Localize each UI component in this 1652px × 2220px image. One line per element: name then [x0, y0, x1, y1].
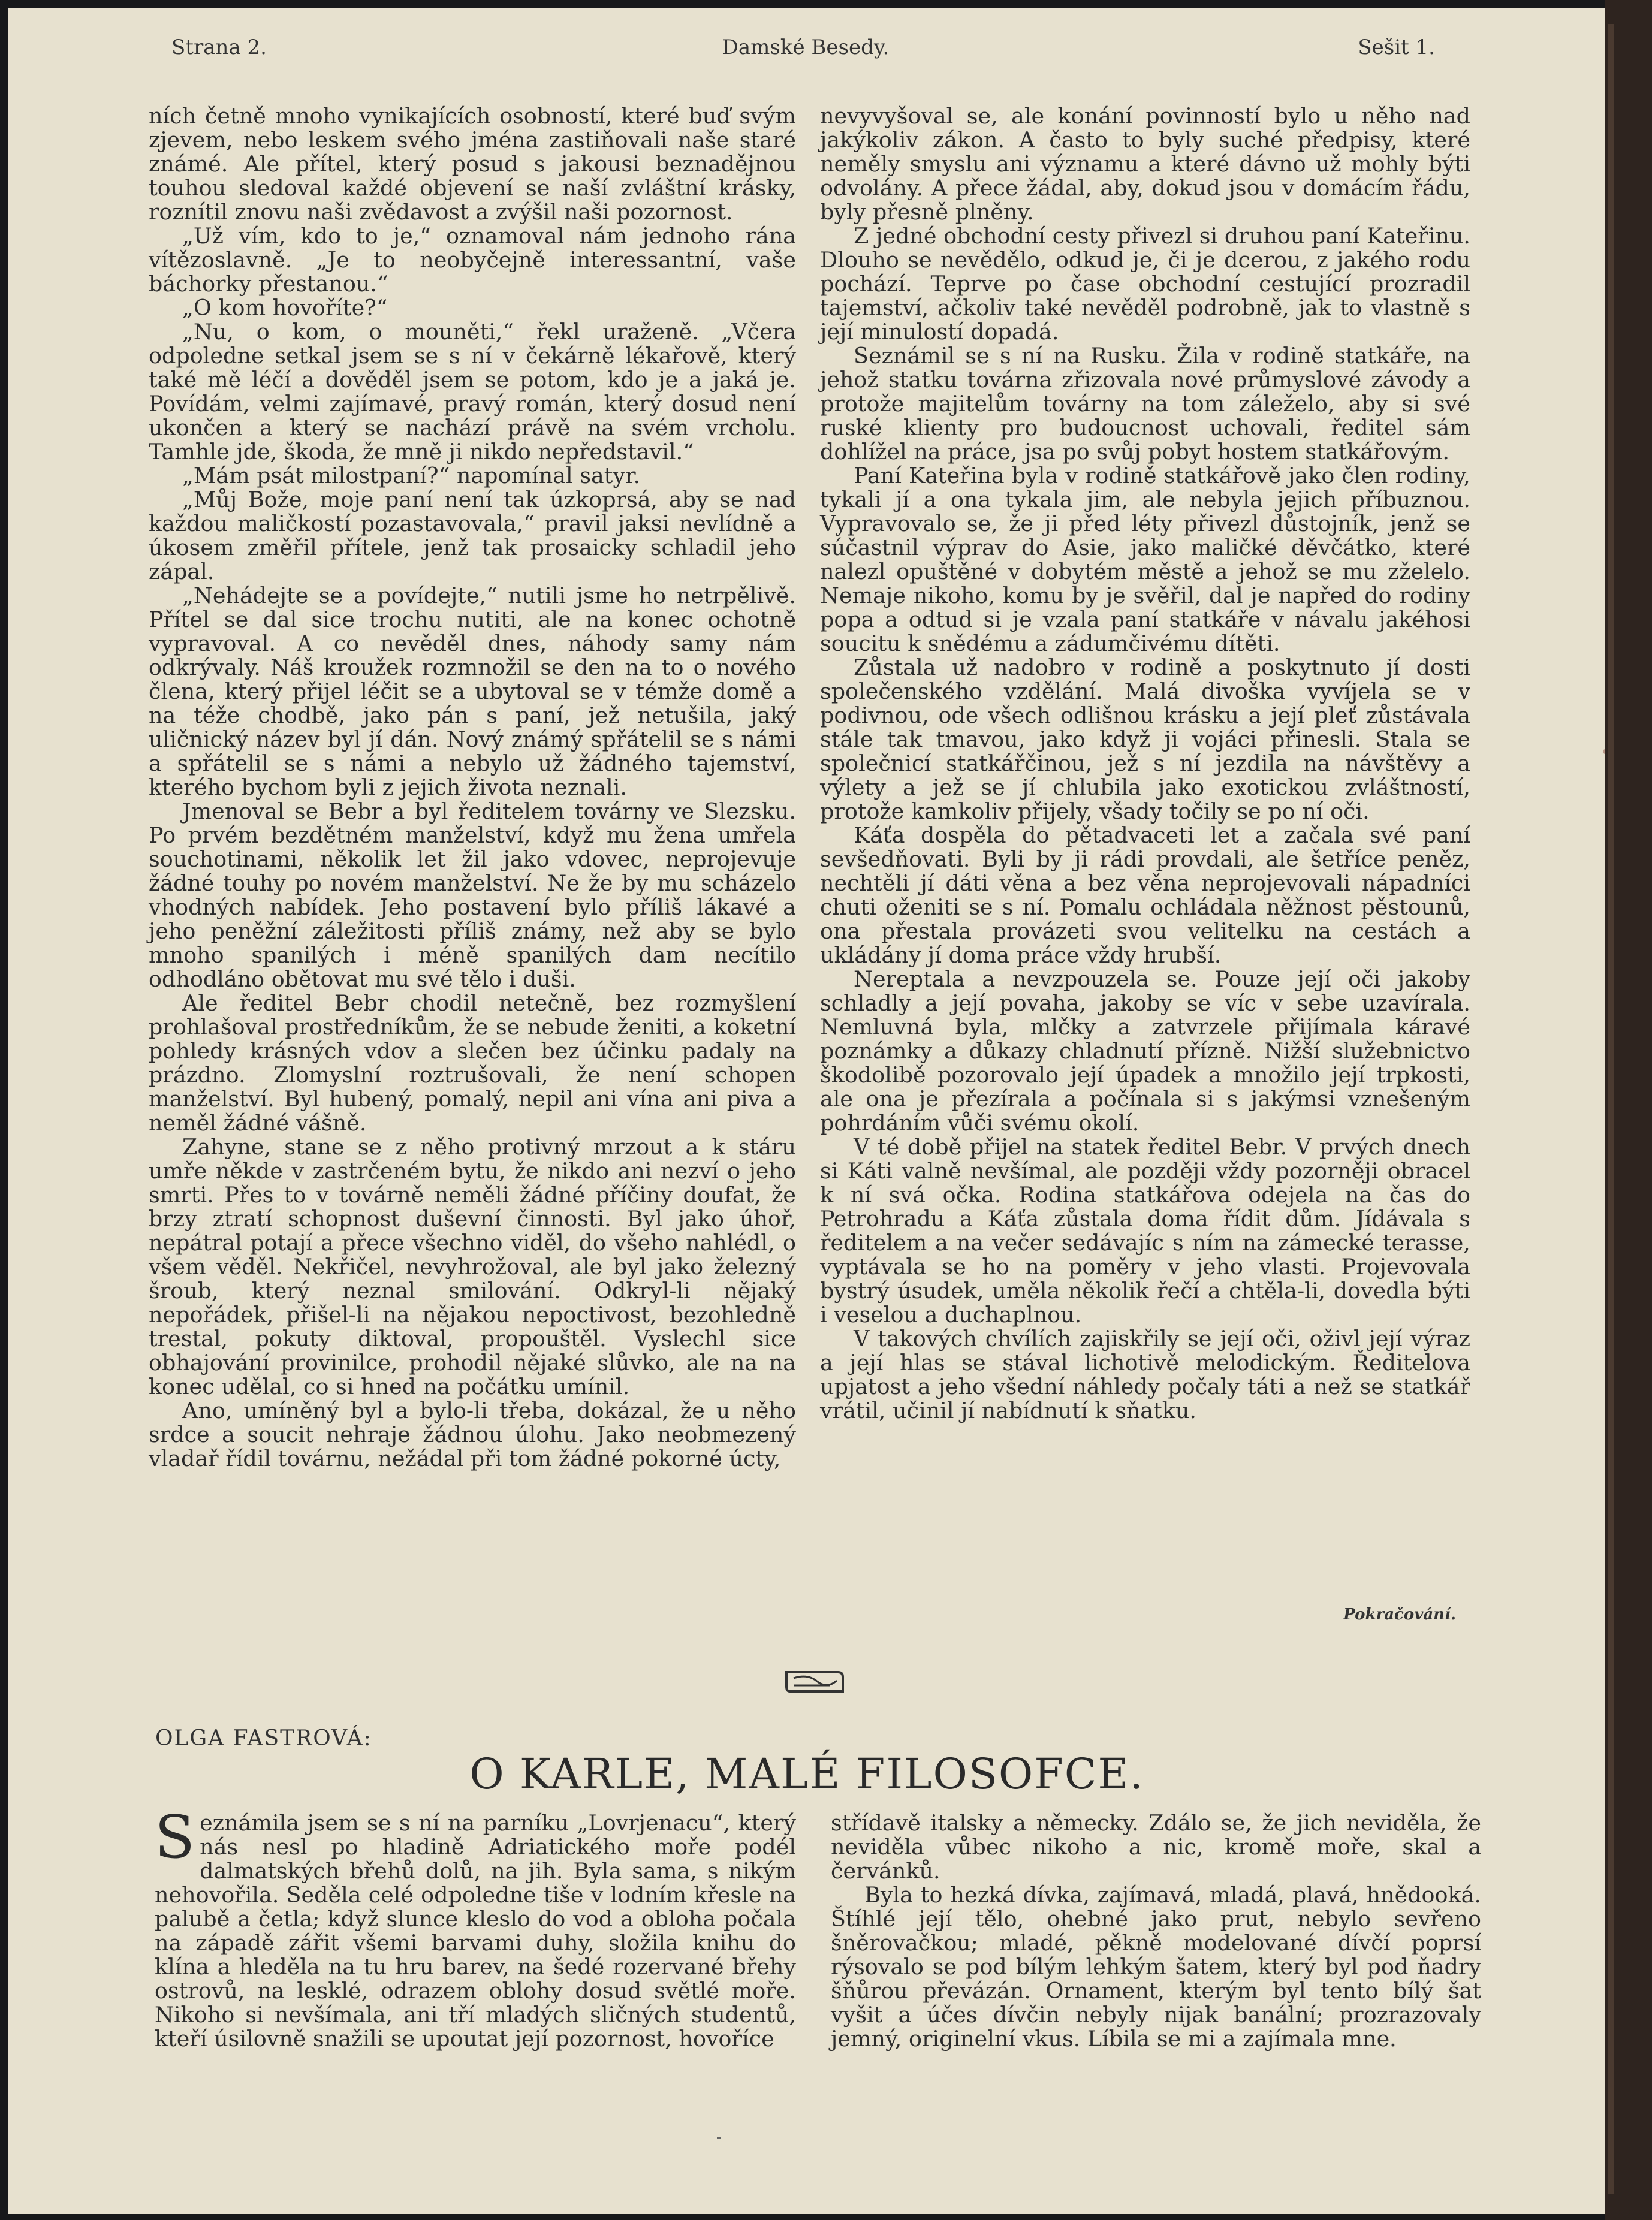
- paragraph: „Můj Bože, moje paní není tak úzkoprsá, aby se nad každou maličkostí pozastavovala,“ pravil jaksi nevlídně a úkosem změřil přítele, jenž tak prosaicky schladil jeho zápal.: [149, 487, 796, 584]
- ornament-vignette-icon: [782, 1667, 848, 1696]
- paragraph: Ale ředitel Bebr chodil netečně, bez rozmyšlení prohlašoval prostředníkům, že se nebude ženiti, a koketní pohledy krásných vdov a slečen bez účinku padaly na prázdno. Zlomyslní roztrušovali, že není schopen manželství. Byl hubený, pomalý, nepil ani vína ani piva a neměl žádné vášně.: [149, 990, 796, 1136]
- book-spine-edge: [1605, 0, 1652, 2220]
- paragraph: „O kom hovoříte?“: [182, 295, 388, 321]
- magazine-page: [8, 8, 1605, 2214]
- paragraph: Zůstala už nadobro v rodině a poskytnuto jí dosti společenského vzdělání. Malá divoška vyvíjela se v podivnou, ode všech odlišnou krásku a její pleť zůstávala stále tak tmavou, jako když ji vojáci přinesli. Stala se společnicí statkářčinou, jež s ní jezdila na návštěvy a výlety a jež se jí chlubila jako exotickou zvláštností, protože kamkoliv přijely, všady točily se po ní oči.: [820, 654, 1470, 824]
- page-number: Strana 2.: [171, 35, 267, 59]
- issue-number: Sešit 1.: [1358, 35, 1435, 59]
- paragraph: Káťa dospěla do pětadvaceti let a začala své paní sevšedňovati. Byli by ji rádi provdali, ale šetříce peněz, nechtěli jí dáti věna a bez věna neprojevovali nápadníci chuti oženiti se s ní. Pomalu ochládala něžnost pěstounů, ona přestala provázeti svou velitelku na cestách a ukládány jí doma práce vždy hrubší.: [820, 822, 1470, 968]
- paragraph: Seznámil se s ní na Rusku. Žila v rodině statkáře, na jehož statku továrna zřizovala nové průmyslové závody a protože majitelům továrny na tom záleželo, aby si své ruské klienty pro budoucnost uchovali, ředitel sám dohlížel na práce, jsa po svůj pobyt hostem statkářovým.: [820, 343, 1470, 464]
- paragraph: Jmenoval se Bebr a byl ředitelem továrny ve Slezsku. Po prvém bezdětném manželství, když mu žena umřela souchotinami, několik let žil jako vdovec, neprojevuje žádné touhy po novém manželství. Ne že by mu scházelo vhodných nabídek. Jeho postavení bylo příliš lákavé a jeho peněžní záležitosti příliš známy, než aby se bylo mnoho spanilých i méně spanilých dam necítilo odhodláno obětovat mu své tělo i duši.: [149, 798, 796, 992]
- paragraph: Z jedné obchodní cesty přivezl si druhou paní Kateřinu. Dlouho se nevědělo, odkud je, či je dcerou, z jakého rodu pochází. Teprve po čase obchodní cestující prozradil tajemství, ačkoliv také nevěděl podrobně, jak to vlastně s její minulostí dopadá.: [820, 223, 1470, 345]
- paragraph: V té době přijel na statek ředitel Bebr. V prvých dnech si Káti valně nevšímal, ale později vždy pozorněji obracel k ní svá očka. Rodina statkářova odejela na čas do Petrohradu a Káťa zůstala doma řídit dům. Jídávala s ředitelem a na večer sedávajíc s ním na zámecké terasse, vyptávala se ho na poměry v jeho vlasti. Projevovala bystrý úsudek, uměla několik řečí a chtěla-li, dovedla býti i veselou a duchaplnou.: [820, 1134, 1470, 1328]
- paragraph: střídavě italsky a německy. Zdálo se, že jich neviděla, že neviděla vůbec nikoho a nic, kromě moře, skal a červánků.: [831, 1810, 1481, 1884]
- paragraph: nevyvyšoval se, ale konání povinností bylo u něho nad jakýkoliv zákon. A často to byly suché předpisy, které neměly smyslu ani významu a které dávno už mohly býti odvolány. A přece žádal, aby, dokud jsou v domácím řádu, byly přesně plněny.: [820, 103, 1470, 225]
- magazine-title: Damské Besedy.: [722, 35, 890, 59]
- story-left-column: [155, 1803, 796, 2052]
- story-right-column: [831, 1811, 1481, 2051]
- paragraph: Ano, umíněný byl a bylo-li třeba, dokázal, že u něho srdce a soucit nehraje žádnou úlohu. Jako neobmezený vladař řídil továrnu, nežádal při tom žádné pokorné úcty,: [149, 1398, 796, 1471]
- print-speck: [1603, 749, 1605, 754]
- story-opening-text: eznámila jsem se s ní na parníku „Lovrjenacu“, který nás nesl po hladině Adriatického moře podél dalmatských břehů dolů, na jih. Byla sama, s nikým nehovořila. Seděla celé odpoledne tiše v lodním křesle na palubě a četla; když slunce kleslo do vod a obloha počala na západě zářit všemi barvami duhy, složila knihu do klína a hleděla na tu hru barev, na šedé rozervané břehy ostrovů, na lesklé, odrazem oblohy dosud světlé moře. Nikoho si nevšímala, ani tří mladých sličných studentů, kteří úsilovně snažili se upoutat její pozornost, hovoříce: [155, 1810, 796, 2052]
- right-column: [820, 104, 1470, 1423]
- paragraph: ních četně mnoho vynikajících osobností, které buď svým zjevem, nebo leskem svého jména zastiňovali naše staré známé. Ale přítel, který posud s jakousi beznadějnou touhou sledoval každé objevení se naší zvláštní krásky, roznítil znovu naši zvědavost a zvýšil naši pozornost.: [149, 103, 796, 225]
- story-author: OLGA FASTROVÁ:: [155, 1726, 372, 1751]
- running-header: [164, 35, 1447, 71]
- print-speck: [717, 2137, 721, 2139]
- story-opening-paragraph: [155, 1803, 796, 2052]
- paragraph: Paní Kateřina byla v rodině statkářově jako člen rodiny, tykali jí a ona tykala jim, ale nebyla jejich příbuznou. Vypravovalo se, že ji před léty přivezl důstojník, jenž se súčastnil výprav do Asie, jako maličké děvčátko, které nalezl opuštěné v dobytém městě a jehož se mu zželelo. Nemaje nikoho, komu by je svěřil, dal je napřed do rodiny popa a odtud si je vzala paní statkáře v návalu jakéhosi soucitu k snědému a zádumčivému dítěti.: [820, 463, 1470, 656]
- paragraph: Zahyne, stane se z něho protivný mrzout a k stáru umře někde v zastrčeném bytu, že nikdo ani nezví o jeho smrti. Přes to v továrně neměli žádné příčiny doufat, že brzy ztratí schopnost duševní činnosti. Byl jako úhoř, nepátral potají a přece všechno viděl, do všeho nahlédl, o všem věděl. Nekřičel, nevyhrožoval, ale byl jako železný šroub, který neznal smilování. Odkryl-li nějaký nepořádek, přišel-li na nějakou nepoctivost, bezohledně trestal, pokuty diktoval, propouštěl. Vyslechl sice obhajování provinilce, prohodil nějaké slůvko, ale na na konec udělal, co si hned na počátku umínil.: [149, 1134, 796, 1399]
- story-title: O KARLE, MALÉ FILOSOFCE.: [469, 1750, 1144, 1799]
- paragraph: „Mám psát milostpaní?“ napomínal satyr.: [182, 463, 641, 488]
- paragraph: „Už vím, kdo to je,“ oznamoval nám jednoho rána vítězoslavně. „Je to neobyčejně interessantní, vaše báchorky přestanou.“: [149, 223, 796, 297]
- paragraph: V takových chvílích zajiskřily se její oči, oživl její výraz a její hlas se stával lichotivě melodickým. Ředitelova upjatost a jeho všední náhledy počaly táti a než se statkář vrátil, učinil jí nabídnutí k sňatku.: [820, 1326, 1470, 1423]
- paragraph: Byla to hezká dívka, zajímavá, mladá, plavá, hnědooká. Štíhlé její tělo, ohebné jako prut, nebylo sevřeno šněrovačkou; mladé, pěkně modelované dívčí poprsí rýsovalo se pod bílým lehkým šatem, který byl pod ňadry šňůrou převázán. Ornament, kterým byl tento bílý šat vyšit a účes dívčin nebyly nijak banální; prozrazovaly jemný, originelní vkus. Líbila se mi a zajímala mne.: [831, 1882, 1481, 2052]
- paragraph: „Nehádejte se a povídejte,“ nutili jsme ho netrpělivě. Přítel se dal sice trochu nutiti, ale na konec ochotně vypravoval. A co nevěděl dnes, náhody samy nám odkrývaly. Náš kroužek rozmnožil se den na to o nového člena, který přijel léčit se a ubytoval se v témže domě a na téže chodbě, jako pán s paní, jež netušila, jaký uličnický název byl jí dán. Nový známý spřátelil se s námi a spřátelil se s námi a nebylo už žádného tajemství, kterého bychom byli z jejich života neznali.: [149, 583, 796, 800]
- left-column: [149, 104, 796, 1471]
- paragraph: Nereptala a nevzpouzela se. Pouze její oči jakoby schladly a její povaha, jakoby se víc v sebe uzavírala. Nemluvná byla, mlčky a zatvrzele přijímala káravé poznámky a důkazy chladnutí přízně. Nižší služebnictvo škodolibě pozorovalo její úpadek a množilo její trpkosti, ale ona je přezírala a počínala si s jakýmsi vznešeným pohrdáním vůči svému okolí.: [820, 966, 1470, 1136]
- paragraph: „Nu, o kom, o mouněti,“ řekl uraženě. „Včera odpoledne setkal jsem se s ní v čekárně lékařově, který také mě léčí a dověděl jsem se potom, kdo je a jaká je. Povídám, velmi zajímavé, pravý román, který dosud není ukončen a který se nachází právě na svém vrcholu. Tamhle jde, škoda, že mně ji nikdo nepředstavil.“: [149, 319, 796, 464]
- continuation-note: Pokračování.: [1343, 1606, 1456, 1624]
- drop-cap: S: [155, 1803, 195, 1872]
